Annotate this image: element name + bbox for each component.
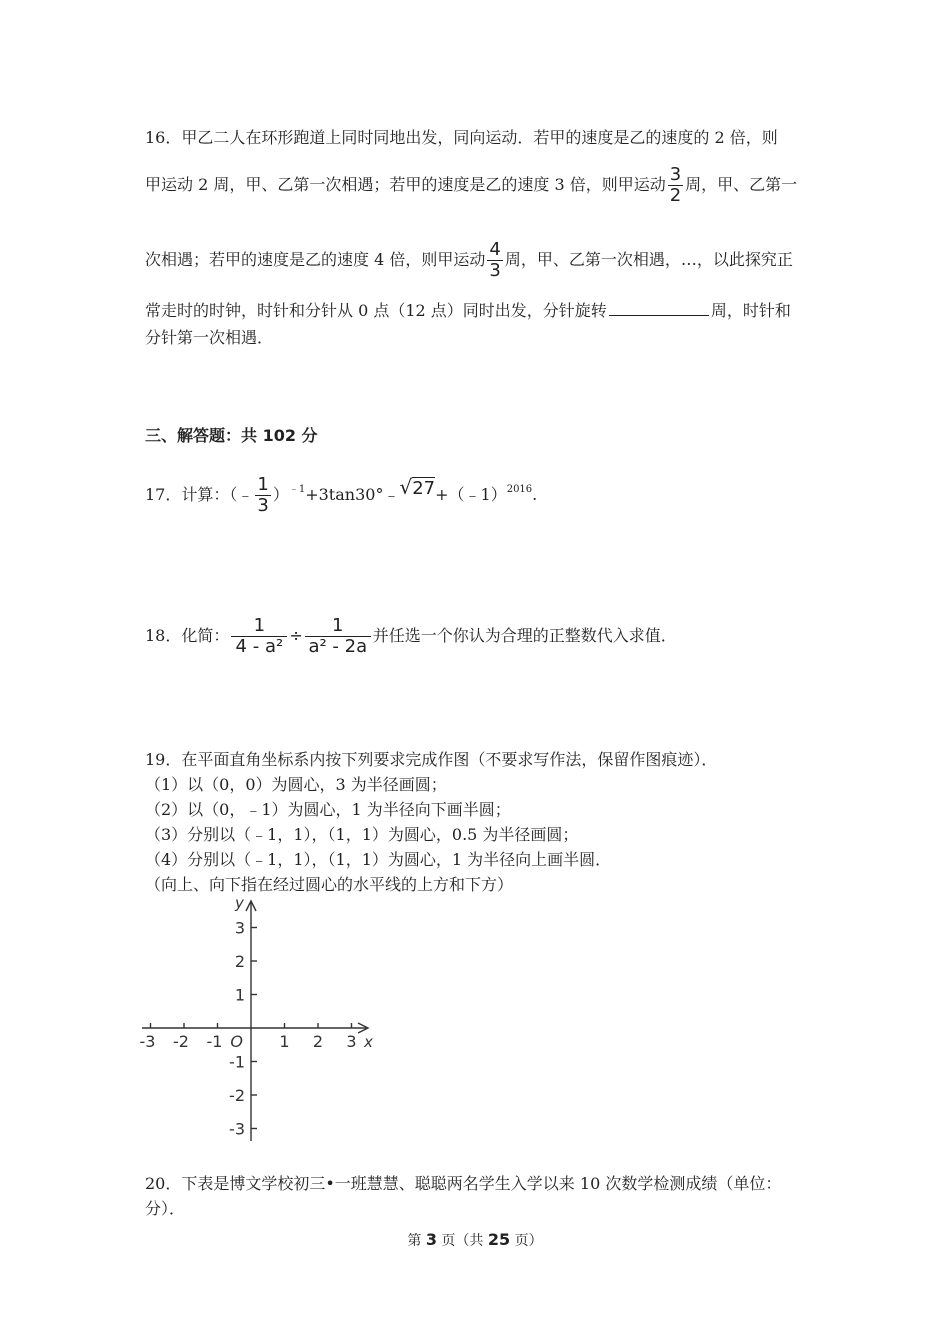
q16-line2 [145,165,797,206]
origin-label: O [230,1032,243,1051]
fraction-numerator: 1 [332,615,344,636]
coordinate-axes [140,895,380,1145]
fraction-denominator: 4 - a² [231,636,287,657]
q16-line4-b: 周，时针和 [710,301,791,320]
sqrt-radicand: 27 [412,478,436,499]
page-footer [0,1230,950,1250]
q20-line1: 20．下表是博文学校初三•一班慧慧、聪聪两名学生入学以来 10 次数学检测成绩（单位： [145,1174,782,1193]
fraction-4-3 [487,240,502,281]
y-tick-label: 2 [234,952,245,971]
q18-suffix: 并任选一个你认为合理的正整数代入求值． [372,626,677,645]
fraction-numerator: 4 [489,239,501,260]
q17-part1: ） [272,485,289,504]
q17-part3: +（﹣1） [435,485,507,504]
q19-line5: （4）分别以（﹣1，1），（1，1）为圆心，1 为半径向上画半圆． [145,850,612,869]
q20-line2: 分）． [145,1199,186,1218]
q17-suffix: . [532,485,538,504]
q19-line4: （3）分别以（﹣1，1），（1，1）为圆心，0.5 为半径画圆； [145,825,579,844]
footer-pre: 第 [407,1233,426,1249]
x-tick-label: 3 [346,1032,357,1051]
q16-line4-a: 常走时的时钟，时针和分针从 0 点（12 点）同时出发，分针旋转 [145,301,607,320]
q16-line5: 分针第一次相遇． [145,328,274,347]
footer-post: 页） [510,1233,543,1249]
q16-line4 [145,300,791,322]
fraction-3-2 [668,165,683,206]
page-number: 3 [425,1230,437,1249]
total-pages: 25 [487,1230,511,1249]
x-tick-label: 2 [312,1032,324,1051]
q18-prefix: 18．化简： [145,626,230,645]
fraction-numerator: 1 [257,474,269,495]
divide-sign: ÷ [289,626,303,645]
x-tick-label: -3 [140,1032,156,1051]
q19-line2: （1）以（0，0）为圆心，3 为半径画圆； [145,775,447,794]
fraction-denominator: 3 [257,495,269,516]
fraction-denominator: 2 [669,185,682,206]
q16-line2-a: 甲运动 2 周，甲、乙第一次相遇；若甲的速度是乙的速度 3 倍，则甲运动 [145,175,666,194]
fraction-1-over-4-minus-a2 [231,616,287,657]
q19-line1: 19．在平面直角坐标系内按下列要求完成作图（不要求写作法，保留作图痕迹）． [145,750,718,769]
axes-layer [140,895,373,1141]
q18-line [145,612,677,660]
fraction-1-3 [255,475,270,516]
x-tick-label: 1 [279,1032,290,1051]
answer-blank[interactable] [609,301,709,316]
sqrt-sign: √ [399,475,413,499]
section-heading: 三、解答题：共 102 分 [145,426,318,445]
x-tick-label: -1 [206,1032,223,1051]
fraction-1-over-a2-minus-2a [305,616,371,657]
footer-mid: 页（共 [436,1233,488,1249]
q16-line3-a: 次相遇；若甲的速度是乙的速度 4 倍，则甲运动 [145,250,486,269]
q17-exponent-1: ﹣1 [288,484,306,495]
fraction-denominator: a² - 2a [305,636,371,657]
q19-line3: （2）以（0，﹣1）为圆心，1 为半径向下画半圆； [145,800,511,819]
q17-line [145,465,537,517]
y-tick-label: -2 [229,1086,245,1105]
fraction-numerator: 1 [253,615,266,636]
fraction-denominator: 3 [489,260,501,281]
q17-part2: +3tan30°﹣ [305,485,400,504]
y-axis-label: y [235,895,244,912]
y-tick-label: 1 [234,985,245,1005]
q16-line2-b: 周，甲、乙第一 [685,175,798,194]
x-axis-label: x [364,1033,373,1051]
q16-line3-b: 周，甲、乙第一次相遇，…，以此探究正 [504,250,793,269]
y-tick-label: -3 [229,1119,245,1139]
fraction-numerator: 3 [669,164,682,185]
x-tick-label: -2 [173,1032,189,1051]
q16-line1: 16．甲乙二人在环形跑道上同时同地出发，同向运动．若甲的速度是乙的速度的 2 倍，则 [145,128,778,147]
q16-line3 [145,240,793,281]
y-tick-label: -1 [229,1052,245,1072]
q17-exponent-2: 2016 [506,484,533,495]
q19-line6: （向上、向下指在经过圆心的水平线的上方和下方） [145,875,514,894]
y-tick-label: 3 [234,918,245,938]
q17-prefix: 17．计算：（﹣ [145,485,254,504]
